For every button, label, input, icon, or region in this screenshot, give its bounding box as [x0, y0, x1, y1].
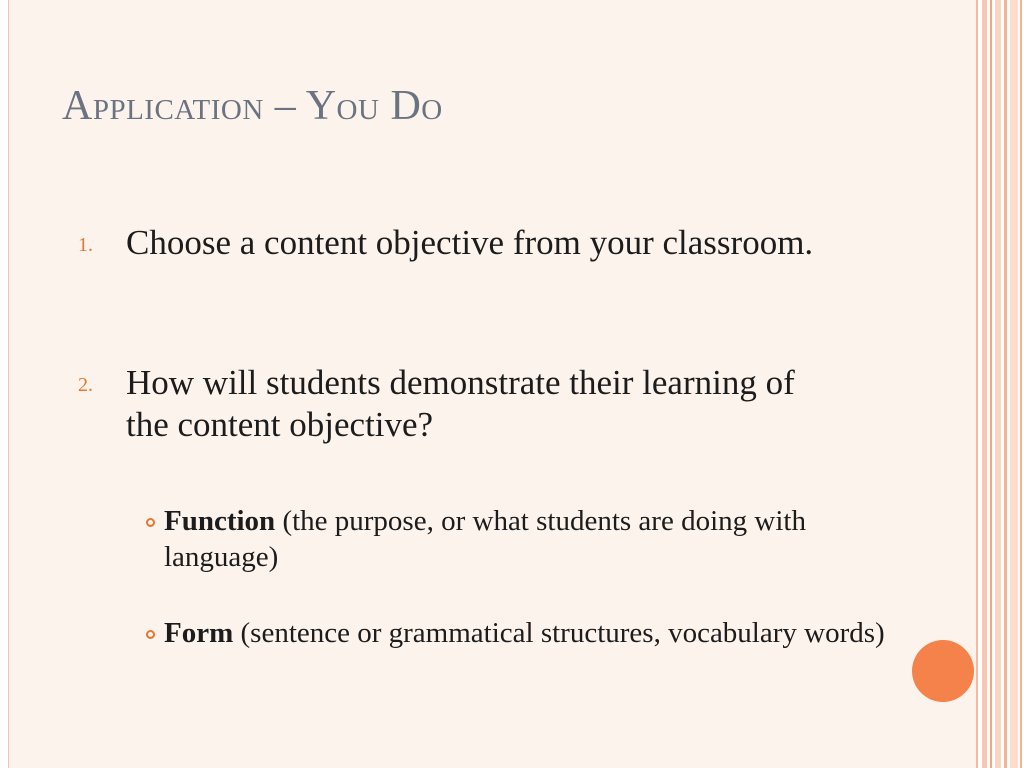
sub-item-description: (sentence or grammatical structures, vocabulary words) — [233, 617, 885, 649]
sub-item-description: (the purpose, or what students are doing with language) — [164, 505, 806, 573]
sub-item-text — [164, 615, 904, 651]
decor-stripe — [995, 0, 1001, 768]
sub-item-term: Form — [164, 617, 234, 649]
slide-title: Application – You Do — [62, 83, 443, 129]
decor-stripe — [982, 0, 987, 768]
decor-stripe — [990, 0, 992, 768]
decor-stripe — [976, 0, 978, 768]
decor-stripe — [1004, 0, 1007, 768]
item-text: Choose a content objective from your classroom. — [126, 223, 814, 262]
sub-item-term: Function — [164, 505, 276, 537]
circle-bullet-icon — [146, 630, 155, 639]
decor-stripe — [1020, 0, 1022, 768]
decor-stripe — [1010, 0, 1018, 768]
sub-item-text — [164, 503, 904, 575]
item-number: 1. — [78, 234, 93, 256]
decor-circle — [912, 640, 974, 702]
item-number: 2. — [78, 374, 93, 396]
circle-bullet-icon — [146, 518, 155, 527]
item-text: How will students demonstrate their learning of the content objective? — [126, 363, 795, 444]
